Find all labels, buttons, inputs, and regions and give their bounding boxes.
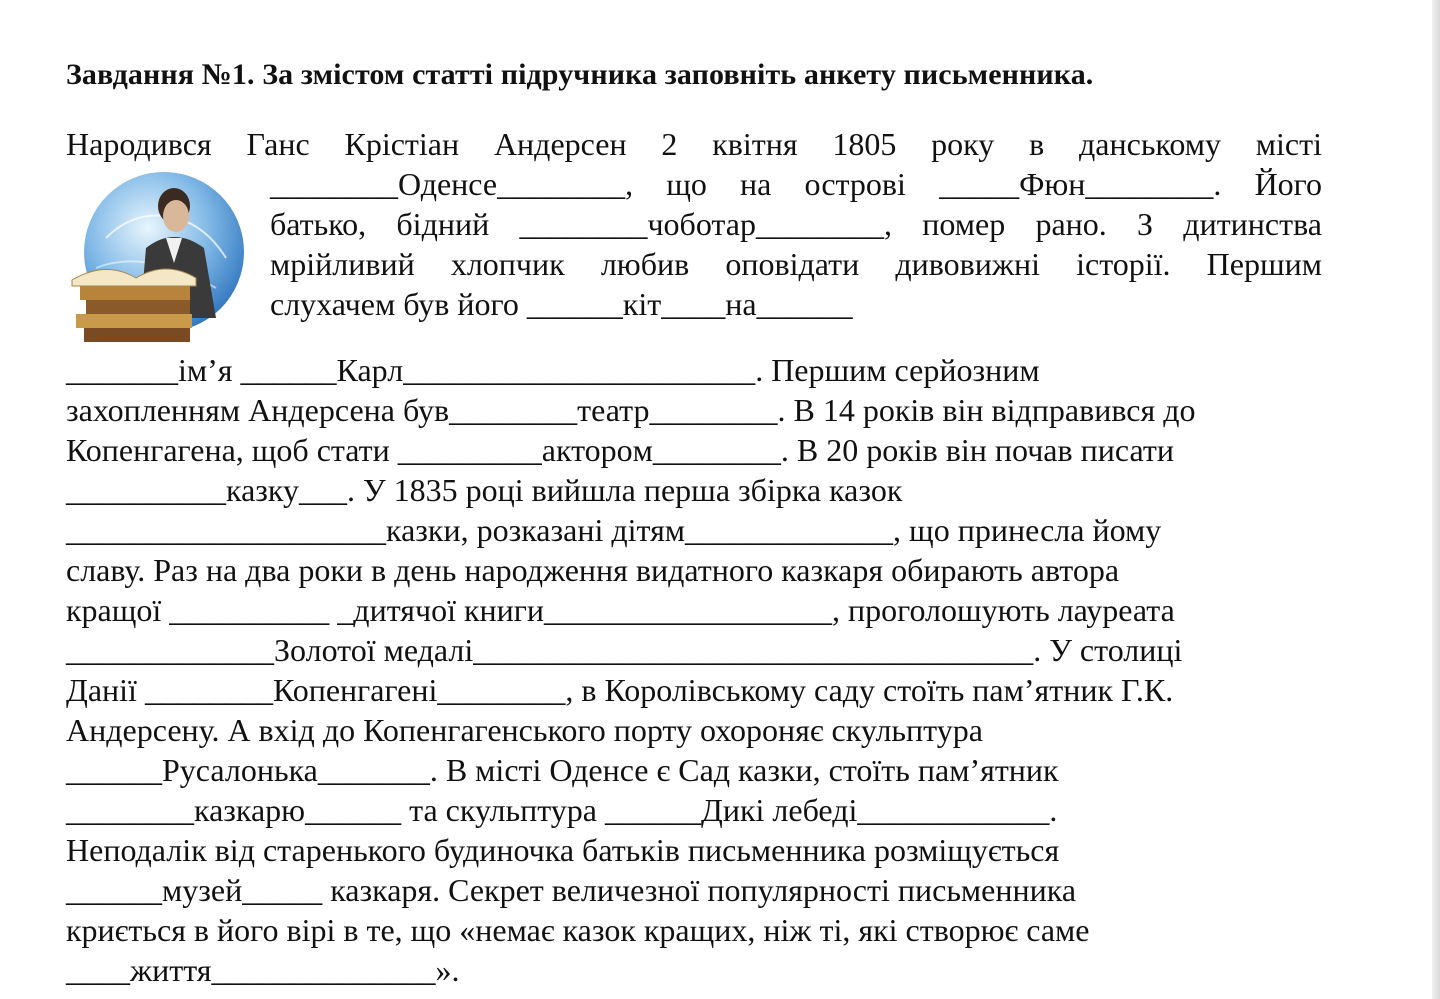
text-line-21[interactable] xyxy=(66,950,460,990)
text-line-14: Данії ________Копенгагені________, в Королівському саду стоїть пам’ятник Г.К. xyxy=(66,672,1174,708)
task-title: Завдання №1. За змістом статті підручника заповніть анкету письменника. xyxy=(66,58,1094,91)
text-line-10: ____________________казки, розказані дітям_____________, що принесла йому xyxy=(66,512,1162,548)
text-line-13: _____________Золотої медалі___________________________________. У столиці xyxy=(66,632,1183,668)
text-line-1: Народився Ганс Крістіан Андерсен 2 квітня 1805 року в данському місті xyxy=(66,126,1322,162)
andersen-portrait-illustration xyxy=(66,168,248,344)
text-line-4: мрійливий хлопчик любив оповідати дивовижні історії. Першим xyxy=(270,246,1322,282)
text-line-7: захопленням Андерсена був________театр________. В 14 років він відправився до xyxy=(66,392,1196,428)
text-line-3: батько, бідний ________чоботар________, помер рано. З дитинства xyxy=(270,206,1322,242)
text-line-5: слухачем був його ______кіт____на______ xyxy=(270,286,853,322)
text-line-9: __________казку___. У 1835 році вийшла перша збірка казок xyxy=(66,472,903,508)
text-line-15: Андерсену. А вхід до Копенгагенського порту охороняє скульптура xyxy=(66,712,983,748)
text-line-18: Неподалік від старенького будиночка батьків письменника розміщується xyxy=(66,832,1060,868)
text-line-20: криється в його вірі в те, що «немає казок кращих, ніж ті, які створює саме xyxy=(66,912,1090,948)
last-line-text[interactable]: ____життя______________». xyxy=(66,952,460,988)
text-line-8: Копенгагена, щоб стати _________акторoм________. В 20 років він почав писати xyxy=(66,432,1174,468)
text-line-12: кращої __________ _дитячої книги__________________, проголошують лауреата xyxy=(66,592,1175,628)
text-line-19: ______музей_____ казкаря. Секрет величезної популярності письменника xyxy=(66,872,1077,908)
blank-odense[interactable]: ________Оденсе________, що на острові _____Фюн________. Його xyxy=(270,166,1322,202)
text-line-11: славу. Раз на два роки в день народження видатного казкаря обирають автора xyxy=(66,552,1120,588)
text-line-6: _______ім’я ______Карл______________________. Першим серйозним xyxy=(66,352,1040,388)
text-line-17: ________казкарю______ та скульптура ______Дикі лебеді____________. xyxy=(66,792,1058,828)
text-line-2 xyxy=(270,164,1322,204)
text-line-16: ______Русалонька_______. В місті Оденсе є Сад казки, стоїть пам’ятник xyxy=(66,752,1059,788)
page-edge xyxy=(1432,0,1440,999)
